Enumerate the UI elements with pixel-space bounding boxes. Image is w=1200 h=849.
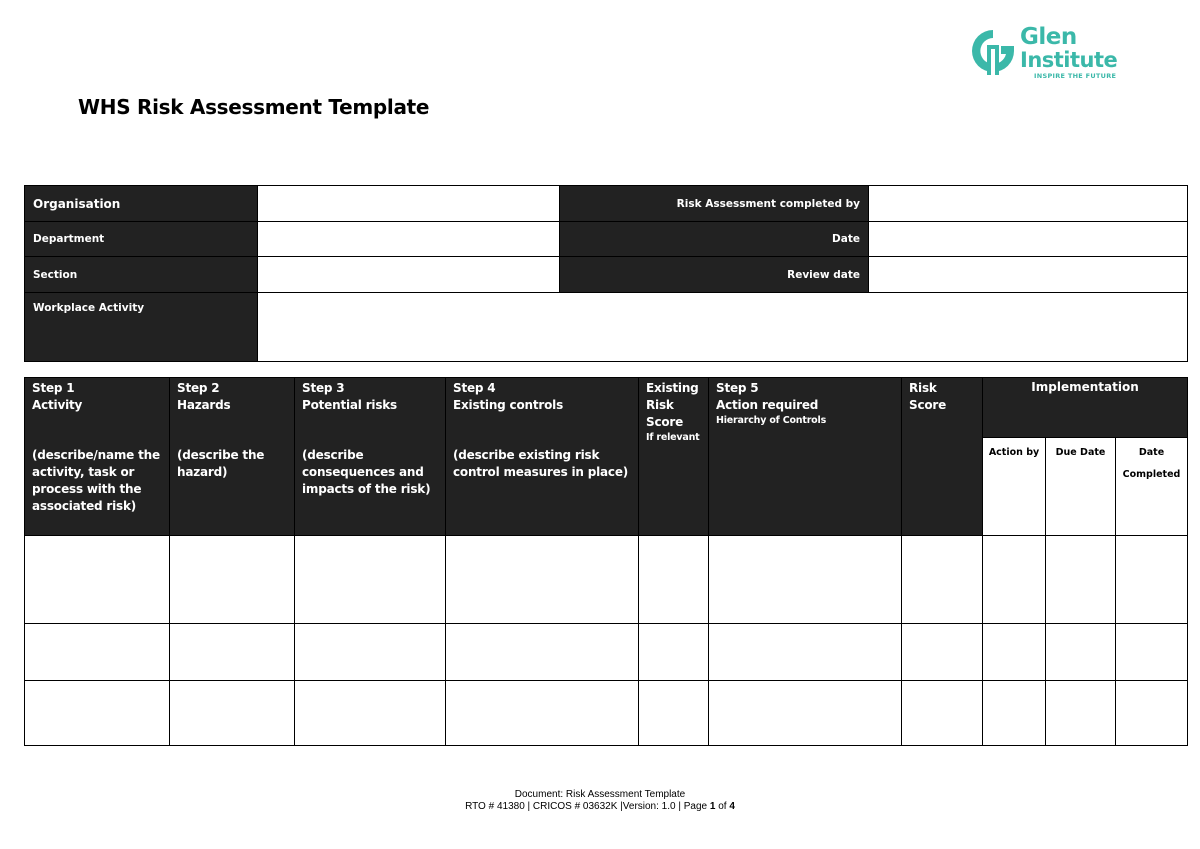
cell-action-required[interactable]: [709, 536, 902, 624]
completed-by-field[interactable]: [869, 186, 1188, 222]
step4-desc: (describe existing risk control measures in place): [453, 448, 629, 479]
cell-activity[interactable]: [25, 536, 170, 624]
cell-potential-risks[interactable]: [295, 681, 446, 746]
existing-risk-note: If relevant: [646, 432, 700, 443]
workplace-activity-label: Workplace Activity: [25, 293, 258, 362]
cell-existing-controls[interactable]: [446, 624, 639, 681]
logo-word-glen: Glen: [1020, 24, 1077, 50]
column-step4: [446, 378, 639, 536]
section-field[interactable]: [258, 257, 560, 293]
date-completed-line2: Completed: [1122, 469, 1181, 480]
column-due-date: Due Date: [1046, 438, 1116, 536]
existing-risk-l2: Risk: [646, 398, 674, 412]
step5-name: Action required: [716, 398, 819, 412]
step3-desc: (describe consequences and impacts of the risk): [302, 448, 431, 496]
cell-date-completed[interactable]: [1116, 624, 1188, 681]
section-label: Section: [25, 257, 258, 293]
footer-rto-text: RTO # 41380 | CRICOS # 03632K |Version: 1.0 | Page: [465, 801, 710, 812]
step3-number: Step 3: [302, 381, 345, 395]
cell-action-required[interactable]: [709, 624, 902, 681]
cell-hazards[interactable]: [170, 681, 295, 746]
completed-by-label: Risk Assessment completed by: [560, 186, 869, 222]
step1-number: Step 1: [32, 381, 75, 395]
cell-existing-controls[interactable]: [446, 681, 639, 746]
date-label: Date: [560, 222, 869, 257]
organisation-label: Organisation: [25, 186, 258, 222]
department-field[interactable]: [258, 222, 560, 257]
step2-desc: (describe the hazard): [177, 448, 265, 479]
step3-name: Potential risks: [302, 398, 397, 412]
step5-number: Step 5: [716, 381, 759, 395]
column-date-completed: [1116, 438, 1188, 536]
review-date-field[interactable]: [869, 257, 1188, 293]
cell-action-by[interactable]: [983, 536, 1046, 624]
column-step2: [170, 378, 295, 536]
table-row: [25, 624, 1188, 681]
review-date-label: Review date: [560, 257, 869, 293]
cell-existing-risk-score[interactable]: [639, 681, 709, 746]
department-label: Department: [25, 222, 258, 257]
date-field[interactable]: [869, 222, 1188, 257]
footer-of: of: [715, 801, 730, 812]
cell-existing-controls[interactable]: [446, 536, 639, 624]
footer-page-number: 1: [709, 801, 716, 812]
cell-date-completed[interactable]: [1116, 536, 1188, 624]
logo-tagline: INSPIRE THE FUTURE: [1034, 72, 1117, 80]
step2-number: Step 2: [177, 381, 220, 395]
footer-page-total: 4: [729, 801, 735, 812]
column-action-by: Action by: [983, 438, 1046, 536]
cell-date-completed[interactable]: [1116, 681, 1188, 746]
footer-document-line: Document: Risk Assessment Template: [514, 789, 686, 800]
cell-potential-risks[interactable]: [295, 624, 446, 681]
column-step1: [25, 378, 170, 536]
date-completed-line1: Date: [1138, 447, 1165, 458]
existing-risk-l1: Existing: [646, 381, 699, 395]
cell-due-date[interactable]: [1046, 624, 1116, 681]
logo-mark-icon: [968, 26, 1018, 76]
logo-word-institute: Institute: [1020, 48, 1118, 72]
cell-risk-score[interactable]: [902, 536, 983, 624]
cell-due-date[interactable]: [1046, 536, 1116, 624]
cell-hazards[interactable]: [170, 624, 295, 681]
cell-existing-risk-score[interactable]: [639, 624, 709, 681]
column-step3: [295, 378, 446, 536]
cell-existing-risk-score[interactable]: [639, 536, 709, 624]
workplace-activity-field[interactable]: [258, 293, 1188, 362]
step5-note: Hierarchy of Controls: [716, 415, 827, 426]
step4-number: Step 4: [453, 381, 496, 395]
organisation-field[interactable]: [258, 186, 560, 222]
table-row: [25, 681, 1188, 746]
step1-desc: (describe/name the activity, task or process with the associated risk): [32, 448, 160, 513]
cell-risk-score[interactable]: [902, 681, 983, 746]
cell-activity[interactable]: [25, 681, 170, 746]
table-row: [25, 536, 1188, 624]
cell-potential-risks[interactable]: [295, 536, 446, 624]
risk-assessment-table: [24, 377, 1188, 746]
page-footer: [0, 789, 1200, 813]
column-existing-risk-score: [639, 378, 709, 536]
step2-name: Hazards: [177, 398, 231, 412]
cell-action-required[interactable]: [709, 681, 902, 746]
glen-institute-logo: [968, 24, 1118, 84]
cell-action-by[interactable]: [983, 681, 1046, 746]
cell-risk-score[interactable]: [902, 624, 983, 681]
details-table: [24, 185, 1188, 362]
page-title: WHS Risk Assessment Template: [78, 95, 430, 119]
step4-name: Existing controls: [453, 398, 564, 412]
cell-action-by[interactable]: [983, 624, 1046, 681]
column-implementation: Implementation: [983, 378, 1188, 438]
step1-name: Activity: [32, 398, 83, 412]
cell-due-date[interactable]: [1046, 681, 1116, 746]
column-risk-score: Risk Score: [902, 378, 983, 536]
cell-hazards[interactable]: [170, 536, 295, 624]
existing-risk-l3: Score: [646, 415, 684, 429]
column-step5: [709, 378, 902, 536]
footer-rto-line: [0, 801, 1200, 813]
cell-activity[interactable]: [25, 624, 170, 681]
